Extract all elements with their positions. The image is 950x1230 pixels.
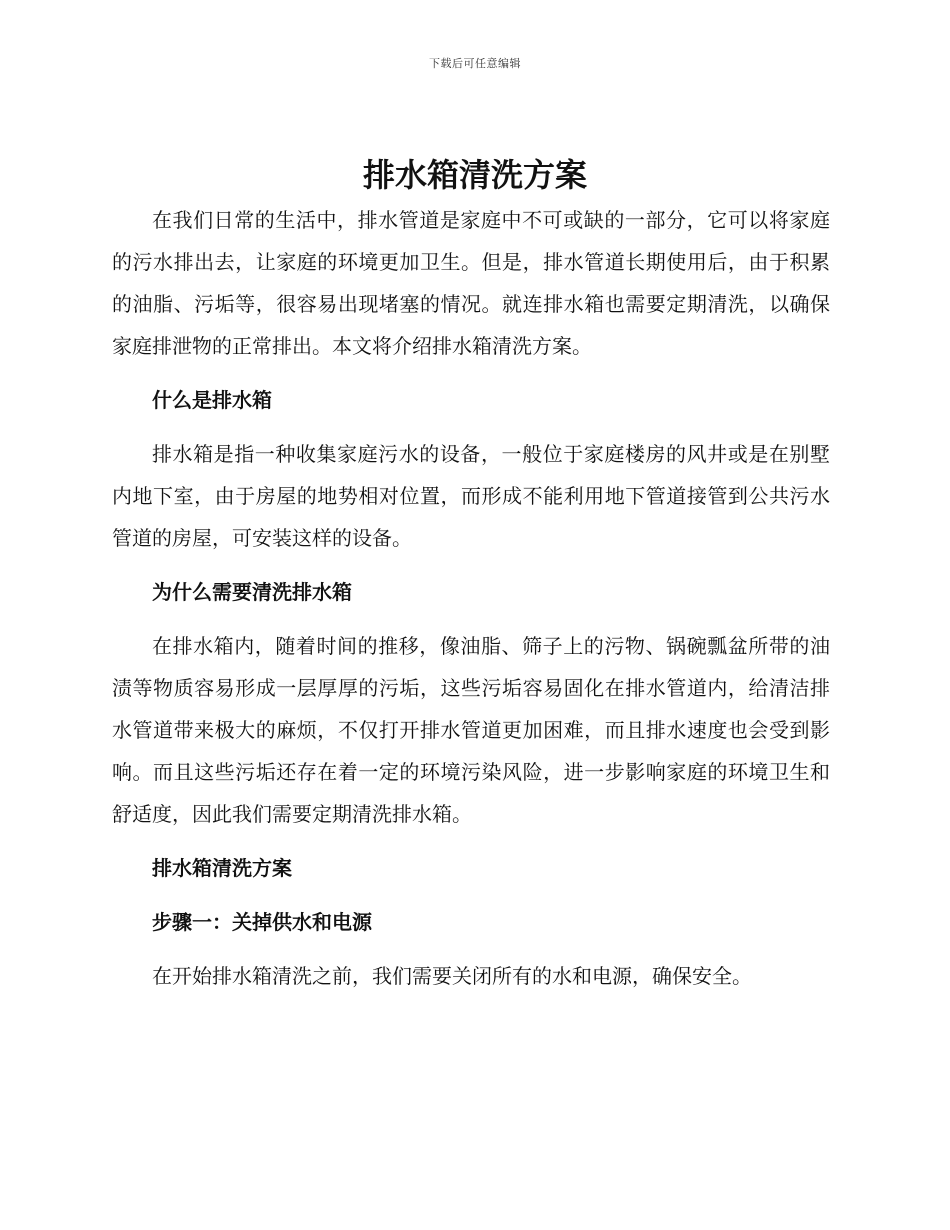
step-one-paragraph: 在开始排水箱清洗之前，我们需要关闭所有的水和电源，确保安全。 [152, 964, 752, 988]
step-one-heading: 步骤一：关掉供水和电源 [152, 910, 372, 934]
intro-paragraph: 在我们日常的生活中，排水管道是家庭中不可或缺的一部分，它可以将家庭的污水排出去，让家庭的环境更加卫生。但是，排水管道长期使用后，由于积累的油脂、污垢等，很容易出现堵塞的情况。就连排水箱也需要定期清洗，以确保家庭排泄物的正常排出。本文将介绍排水箱清洗方案。 [112, 208, 830, 358]
section-heading-why-clean: 为什么需要清洗排水箱 [152, 580, 352, 604]
page-header-note: 下载后可任意编辑 [429, 57, 521, 70]
section-heading-plan: 排水箱清洗方案 [152, 856, 292, 880]
definition-paragraph: 排水箱是指一种收集家庭污水的设备，一般位于家庭楼房的风井或是在别墅内地下室，由于房屋的地势相对位置，而形成不能利用地下管道接管到公共污水管道的房屋，可安装这样的设备。 [112, 442, 830, 550]
reason-paragraph: 在排水箱内，随着时间的推移，像油脂、筛子上的污物、锅碗瓢盆所带的油渍等物质容易形成一层厚厚的污垢，这些污垢容易固化在排水管道内，给清洁排水管道带来极大的麻烦，不仅打开排水管道更加困难，而且排水速度也会受到影响。而且这些污垢还存在着一定的环境污染风险，进一步影响家庭的环境卫生和舒适度，因此我们需要定期清洗排水箱。 [112, 634, 830, 826]
section-heading-what-is: 什么是排水箱 [152, 388, 272, 412]
document-title: 排水箱清洗方案 [362, 156, 587, 194]
document-body [112, 199, 830, 1009]
